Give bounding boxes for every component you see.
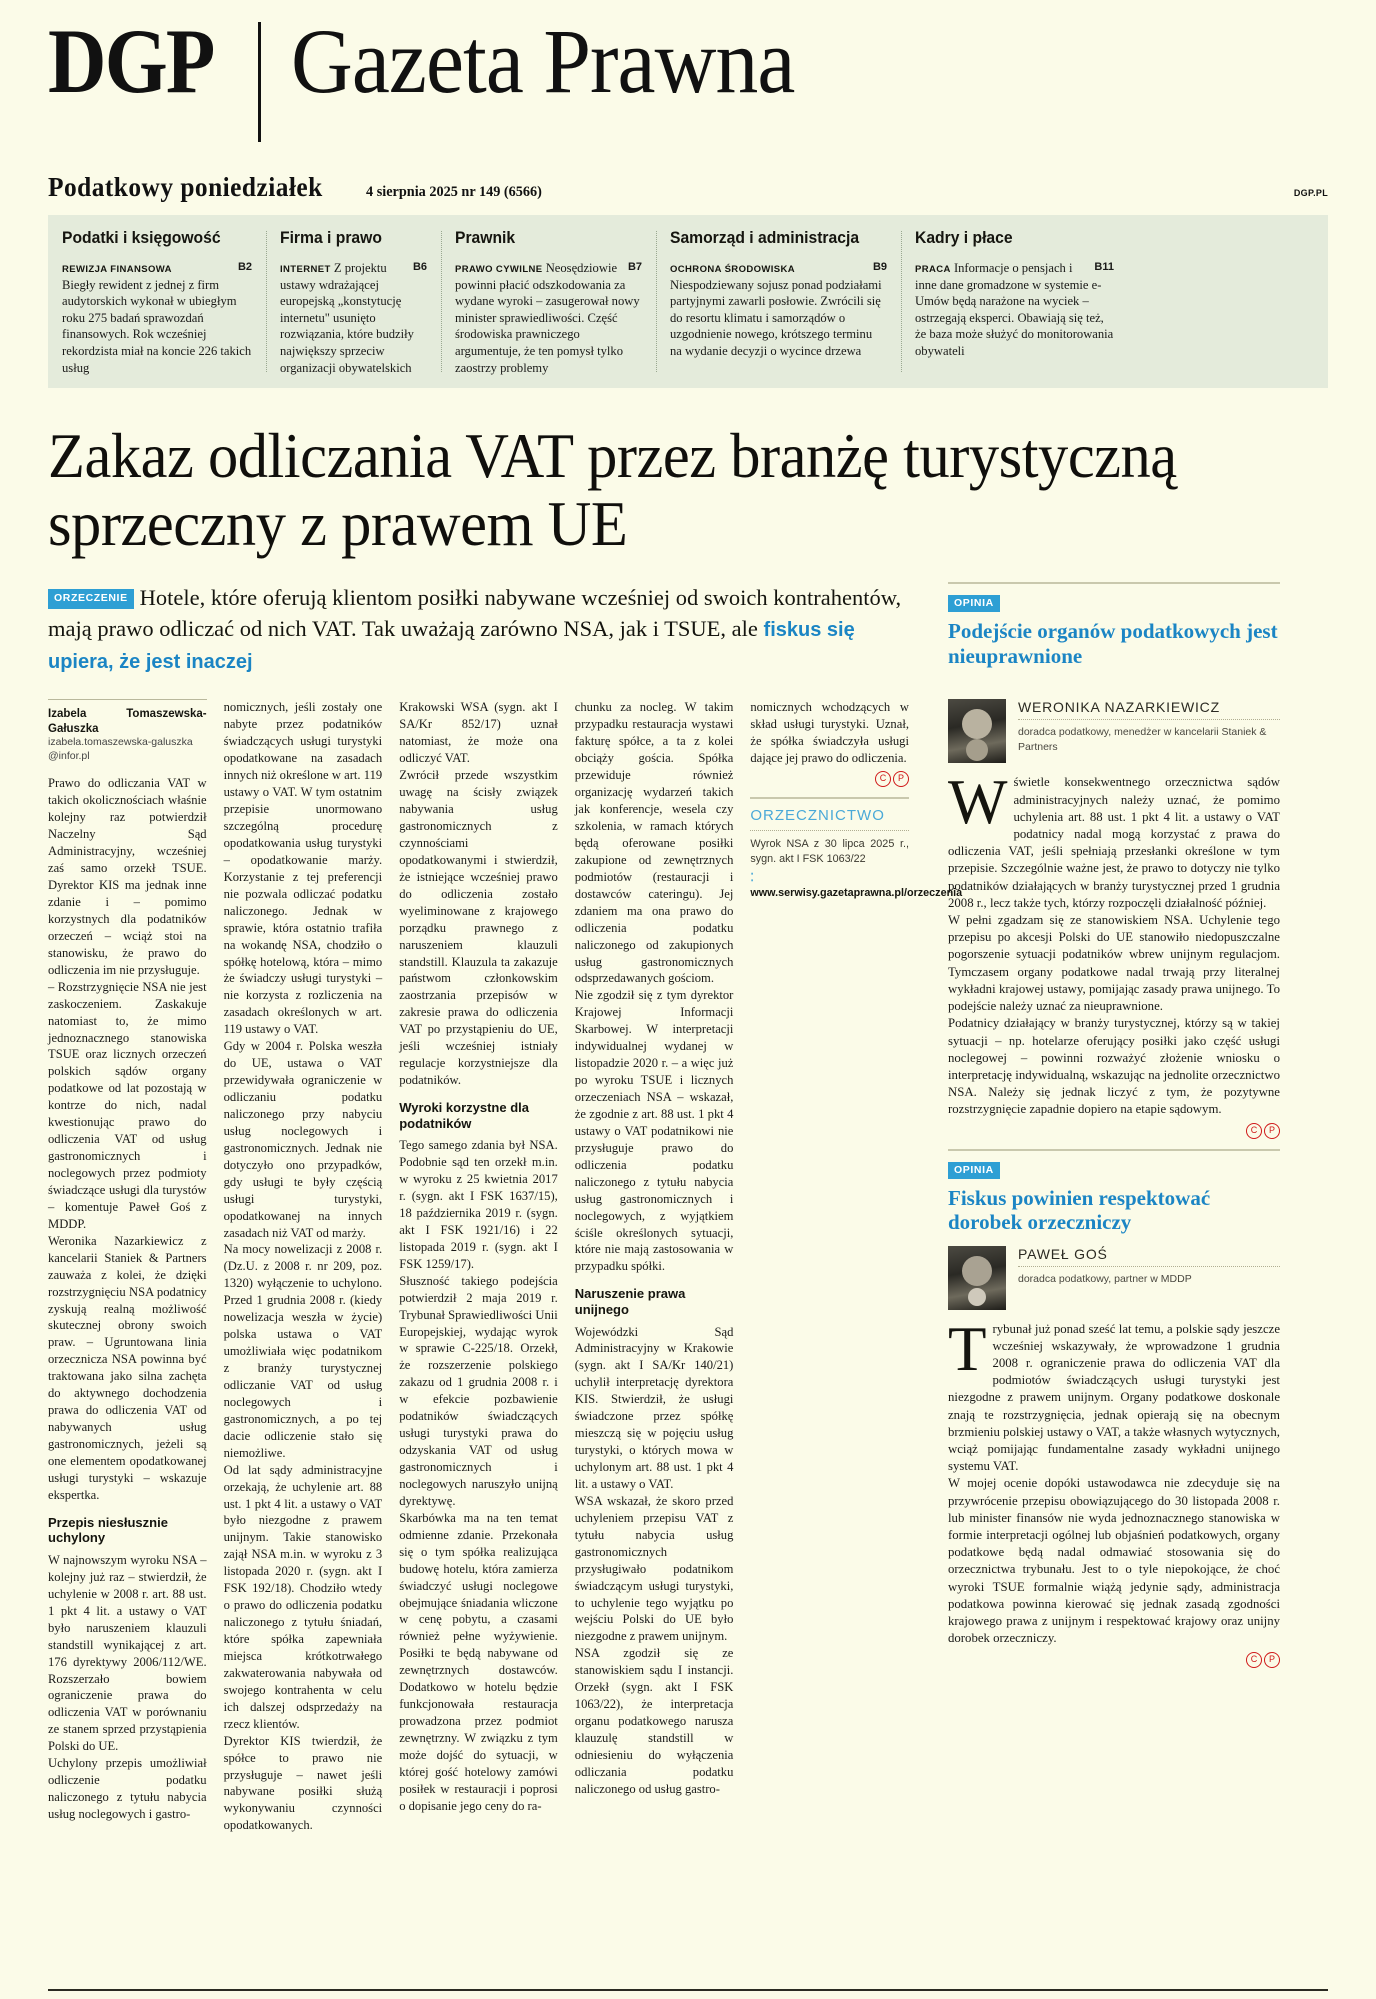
- paragraph: Wświetle konsekwentnego orzecznictwa sądów administracyjnych należy uznać, że pomimo uchylenia art. 88 ust. 1 pkt 4 lit. a ustawy o VAT podatnicy nadal mogą korzystać z prawa do odliczenia VAT, jeśli spełniają przesłanki określone w tym przepisie. Szczególnie ważne jest, że prawo to dotyczy nie tylko podatników działających w branży turystycznej przed 1 grudnia 2008 r., lecz także tych, którzy rozpoczęli działalność później.: [948, 767, 1280, 910]
- section-teaser-prawnik[interactable]: [441, 225, 656, 376]
- copyright-marks: [948, 1121, 1280, 1139]
- article-subheading: Wyroki korzystne dla podatników: [399, 1100, 529, 1131]
- edition-tagline: Podatkowy poniedziałek: [48, 172, 323, 202]
- orzeczenie-badge: ORZECZENIE: [48, 589, 134, 608]
- section-teaser-podatki[interactable]: [48, 225, 266, 376]
- paragraph: WSA wskazał, że skoro przed uchyleniem przepisu VAT z tytułu nabycia usług gastronomicznych przysługiwało podatnikom świadczącym usługi turystyki, to uchylenie tego wyjątku po wejściu Polski do UE było niezgodne z prawem unijnym.: [574, 1493, 734, 1644]
- section-title: Podatki i księgowość: [62, 229, 221, 247]
- section-title: Prawnik: [455, 229, 516, 247]
- copyright-c-icon: C: [1246, 1123, 1262, 1139]
- paragraph: Gdy w 2004 r. Polska weszła do UE, ustawa o VAT przewidywała ograniczenie w odliczaniu podatku naliczonego przy nabyciu usług noclegowych i gastronomicznych. Jednak nie dotyczyło ono przypadków, gdy usługi te były częścią usługi turystyki, opodatkowanej na innych zasadach niż VAT od marży.: [223, 1039, 383, 1240]
- paragraph: W najnowszym wyroku NSA – kolejny już raz – stwierdził, że uchylenie w 2008 r. art. 88 ust. 1 pkt 4 lit. a ustawy o VAT było naruszeniem klauzuli standstill wynikającej z art. 176 dyrektywy 2006/112/WE. Rozszerzało bowiem ograniczenie prawa do odliczenia VAT w porównaniu ze stanem sprzed przystąpienia Polski do UE.: [48, 1552, 207, 1754]
- section-text: Z projektu ustawy wdrażającej europejską „konstytucję internetu" usunięto rozwiązania, które budziły największy sprzeciw organizacji obywatelskich: [280, 261, 414, 375]
- opinion-title-2[interactable]: Fiskus powinien respektować dorobek orzeczniczy: [948, 1185, 1211, 1235]
- author-role: doradca podatkowy, menedżer w kancelarii Staniek & Partners: [1018, 726, 1267, 753]
- dateline: [48, 172, 1328, 211]
- paragraph: NSA zgodził się ze stanowiskiem sądu I instancji. Orzekł (sygn. akt I FSK 1063/22), że interpretacja organu podatkowego narusza klauzulę standstill w odniesieniu do wyłączenia odliczania podatku naliczonego od usług gastro-: [574, 1646, 734, 1796]
- author-name: PAWEŁ GOŚ: [1018, 1246, 1280, 1267]
- lead-text: Hotele, które oferują klientom posiłki nabywane wcześniej od swoich kontrahentów, mają prawo odliczać od nich VAT. Tak uważają zarówno NSA, jak i TSUE, ale: [48, 585, 902, 642]
- copyright-p-icon: P: [1264, 1652, 1280, 1668]
- section-teaser-kadry[interactable]: [901, 225, 1128, 376]
- main-headline: Zakaz odliczania VAT przez branżę turystyczną sprzeczny z prawem UE: [48, 421, 1177, 560]
- paragraph: nomicznych, jeśli zostały one nabyte przez podatników świadczących usługi turystyki opodatkowane na zasadach innych niż określone w art. 119 ustawy o VAT. W tym ostatnim przepisie unormowano szczególną procedurę opodatkowania usług turystyki – opodatkowanie marży. Korzystanie z tej preferencji nie pozwala odliczać podatku naliczonego. Jednak w sprawie, która ostatnio trafiła na wokandę NSA, chodziło o spółkę hotelową, która – mimo że świadczy usługi turystyki – nie korzysta z rozliczenia na zasadach określonych w art. 119 ustawy o VAT.: [223, 700, 383, 1037]
- copyright-p-icon: P: [1264, 1123, 1280, 1139]
- paragraph: W mojej ocenie dopóki ustawodawca nie zdecyduje się na przywrócenie przepisu obowiązującego do 30 listopada 2008 r. lub minister finansów nie wyda jednoznacznego stanowiska w formie interpretacji ogólnej lub objaśnień podatkowych, organy podatkowe będą nadal odmawiać stosowania się do orzecznictwa trybunału. Jest to o tyle niepokojące, że choć wyroki TSUE formalnie wiążą jedynie sądy, administracja podatkowa powinna kierować się jednak zasadą zgodności krajowego prawa z unijnym i respektować krajowy oraz unijny dorobek orzeczniczy.: [948, 1476, 1280, 1646]
- copyright-c-icon: C: [875, 771, 891, 787]
- author-role: doradca podatkowy, partner w MDDP: [1018, 1272, 1192, 1285]
- author-photo-pawel: [948, 1246, 1006, 1310]
- section-body: [280, 260, 427, 376]
- link-url: www.serwisy.gazetaprawna.pl/orzeczenia: [750, 886, 963, 899]
- opinion-rail-head: [926, 582, 1280, 679]
- section-page: B6: [412, 261, 427, 273]
- paragraph: Wojewódzki Sąd Administracyjny w Krakowie (sygn. akt I SA/Kr 140/21) uchylił interpretację dyrektora KIS. Stwierdził, że usługi świadczone przez spółkę mieszczą się w pojęciu usług turystyki, o których mowa w uchylonym art. 88 ust. 1 pkt 4 lit. a ustawy o VAT.: [574, 1324, 734, 1491]
- paragraph: Krakowski WSA (sygn. akt I SA/Kr 852/17) uznał natomiast, że może ona odliczyć VAT.: [399, 700, 558, 766]
- opinia-badge-1: OPINIA: [948, 595, 1000, 612]
- logo-title: Gazeta Prawna: [291, 10, 795, 112]
- logo-divider: [258, 22, 261, 142]
- section-text: Niespodziewany sojusz ponad podziałami partyjnymi zawarli posłowie. Zwrócili się do resortu klimatu i samorządów o uzgodnienie nowego, krótszego terminu na wydanie decyzji o wycince drzewa: [670, 277, 882, 359]
- opinion-title-1[interactable]: Podejście organów podatkowych jest nieuprawnione: [948, 619, 1278, 668]
- section-page: B2: [237, 261, 252, 273]
- paragraph: Trybunał już ponad sześć lat temu, a polskie sądy jeszcze wcześniej wskazywały, że wprowadzone 1 grudnia 2008 r. ograniczenie prawa do odliczenia VAT dla podmiotów świadczących usługi turystyki jest niezgodne z prawem unijnym. Organy podatkowe doskonale znają te rozstrzygnięcia, jednak opierają się na obecnym brzmieniu polskiej ustawy o VAT, a także własnych wytycznych, wciąż pomijając fundamentalne zasady wykładni unijnego systemu VAT.: [948, 1313, 1280, 1474]
- author-meta: [1006, 699, 1280, 753]
- opinion-text-2: [948, 1313, 1280, 1668]
- opinion-author-2: [948, 1246, 1280, 1310]
- author-name: Izabela Tomaszewska-Gałuszka: [48, 708, 207, 735]
- rail-divider: [948, 582, 1280, 584]
- section-teaser-samorzad[interactable]: [656, 225, 901, 376]
- opinion-author-1: [948, 699, 1280, 763]
- edition-date: 4 sierpnia 2025 nr 149 (6566): [366, 184, 543, 200]
- section-body: [915, 260, 1114, 360]
- masthead: [48, 0, 1328, 142]
- section-kicker: INTERNET: [280, 264, 331, 275]
- lead-accent-link[interactable]: fiskus się upiera, że jest inaczej: [48, 619, 855, 673]
- paragraph: Skarbówka ma na ten temat odmienne zdanie. Przekonała się o tym spółka realizująca budowę hotelu, która zamierza świadczyć usługi noclegowe obejmujące śniadania wliczone w cenę pobytu, a czasami również pełne wyżywienie. Posiłki te będą nabywane od zewnętrznych dostawców. Dodatkowo w hotelu będzie funkcjonowała restauracja prowadzona przez podmiot zewnętrzny. W związku z tym może dojść do sytuacji, w której gość hotelowy zamówi posiłek w restauracji i poprosi o dopisanie jego ceny do ra-: [399, 1510, 558, 1813]
- paragraph: Nie zgodził się z tym dyrektor Krajowej Informacji Skarbowej. W interpretacji indywidualnej wydanej w listopadzie 2020 r. – a więc już po wyroku TSUE i licznych orzeczeniach NSA – wskazał, że zgodnie z art. 88 ust. 1 pkt 4 ustawy o VAT podatnikowi nie przysługuje prawo do odliczenia podatku naliczonego z tytułu nabycia usług gastronomicznych i noclegowych, z wyjątkiem ściśle określonych sytuacji, które nie mają zastosowania w przypadku spółki.: [574, 988, 734, 1274]
- lead-column: [48, 582, 926, 679]
- paragraph: Podatnicy działający w branży turystycznej, którzy są w takiej sytuacji – np. hotelarze oferujący posiłki jako część usługi noclegowej – powinni rozważyć złożenie wniosku o interpretację indywidualną, wskazując na jednolite orzecznictwo NSA. Należy się jednak liczyć z tym, że pozytywne rozstrzygnięcie zapadnie dopiero na etapie sądowym.: [948, 1016, 1280, 1117]
- logo-abbreviation: DGP: [48, 10, 214, 112]
- rail-divider: [948, 1149, 1280, 1151]
- paragraph: chunku za nocleg. W takim przypadku restauracja wystawi fakturę spółce, a ta z kolei obciąży gościa. Spółka przewiduje również organizację wydarzeń takich jak konferencje, wesela czy szkolenia, w ramach których będą oferowane posiłki zakupione od zewnętrznych podmiotów (restauracji i dostawców cateringu). Jej zdaniem ma ona prawo do odliczenia podatku naliczonego od zakupionych usług gastronomicznych odsprzedawanych gościom.: [574, 700, 734, 986]
- article-subheading: Naruszenie prawa unijnego: [574, 1286, 686, 1317]
- paragraph: Zwrócił przede wszystkim uwagę na ścisły związek nabywania usług gastronomicznych z czynnościami opodatkowanymi i stwierdził, że istniejące wcześniej prawo do odliczenia zostało wyeliminowane z krajowego porządku prawnego z naruszeniem klauzuli standstill. Klauzula ta zakazuje państwom członkowskim zaostrzania przepisów w zakresie prawa do odliczenia VAT po przystąpieniu do UE, jeśli wcześniej istniały regulacje korzystniejsze dla podatników.: [399, 768, 558, 1088]
- section-title: Firma i prawo: [280, 229, 382, 247]
- paragraph: – Rozstrzygnięcie NSA nie jest zaskoczeniem. Zaskakuje natomiast to, że mimo jednoznacznego stanowiska TSUE oraz licznych orzeczeń polskich sądów organy podatkowe od lat pozostają w kontrze do nich, nadal kwestionując prawo do odliczenia VAT od usług gastronomicznych i noclegowych przez podmioty świadczące usługi dla turystów – komentuje Paweł Goś z MDDP.: [48, 979, 207, 1231]
- author-email[interactable]: izabela.tomaszewska-galuszka @infor.pl: [48, 736, 193, 762]
- link-bullet-icon: ⁚: [750, 871, 754, 884]
- orzecznictwo-citation: Wyrok NSA z 30 lipca 2025 r., sygn. akt I FSK 1063/22: [750, 838, 909, 866]
- section-text: Biegły rewident z jednej z firm audytorskich wykonał w ubiegłym roku 275 badań sprawozdań finansowych. Rok wcześniej rekordzista miał na koncie 226 takich usług: [62, 277, 252, 375]
- section-body: [670, 260, 887, 360]
- lead-paragraph: [48, 582, 918, 676]
- article-column-5: [750, 699, 963, 1834]
- section-page: B11: [1094, 261, 1114, 273]
- copyright-c-icon: C: [1246, 1652, 1262, 1668]
- section-kicker: PRACA: [915, 264, 951, 275]
- section-kicker: PRAWO CYWILNE: [455, 264, 543, 275]
- opinia-badge-2: OPINIA: [948, 1162, 1000, 1179]
- section-text: Neosędziowie powinni płacić odszkodowania za wydane wyroki – zasugerował nowy minister sprawiedliwości. Część środowiska prawniczego argumentuje, że ten pomysł tylko zaostrzy problemy: [455, 261, 640, 375]
- brand-url: DGP.PL: [1293, 188, 1328, 198]
- section-body: [455, 260, 642, 376]
- section-teaser-firma[interactable]: [266, 225, 441, 376]
- section-page: B9: [872, 261, 887, 273]
- page-bottom-rule: [48, 1989, 1328, 1991]
- section-page: B7: [627, 261, 642, 273]
- copyright-marks: [948, 1650, 1280, 1668]
- article-columns: [48, 699, 963, 1834]
- opinion-text-1: [948, 767, 1280, 1138]
- article-subheading: Przepis niesłusznie uchylony: [48, 1514, 168, 1546]
- article-column-1: [48, 699, 224, 1834]
- article-column-2: [224, 699, 400, 1834]
- paragraph: Od lat sądy administracyjne orzekają, że uchylenie art. 88 ust. 1 pkt 4 lit. a ustawy o VAT było niezgodne z prawem unijnym. Takie stanowisko zajął NSA m.in. w wyroku z 3 listopada 2020 r. (sygn. akt I FSK 192/18). Chodziło wtedy o prawo do odliczenia podatku naliczonego z tytułu śniadań, które spółka zapewniała miejsca krótkotrwałego zakwaterowania nabywała od swojego kontrahenta w celu ich dalszej odsprzedaży na rzecz klientów.: [223, 1462, 383, 1731]
- section-kicker: REWIZJA FINANSOWA: [62, 264, 172, 275]
- paragraph: Weronika Nazarkiewicz z kancelarii Staniek & Partners zauważa z kolei, że dzięki rozstrzygnięciu NSA podatnicy zyskują realną możliwość skutecznej obrony swoich praw. – Ugruntowana linia orzecznicza NSA powinna być traktowana jako silna zachęta do aktywnego dochodzenia prawa do odliczenia VAT od nabywanych usług gastronomicznych, jeżeli są one elementem opodatkowanej usługi turystyki – wskazuje ekspertka.: [48, 1233, 207, 1502]
- author-photo-weronika: [948, 699, 1006, 763]
- section-title: Kadry i płace: [915, 229, 1013, 247]
- copyright-marks: [750, 769, 909, 787]
- paragraph: Słuszność takiego podejścia potwierdził 2 maja 2019 r. Trybunał Sprawiedliwości Unii Europejskiej, wydając wyrok w sprawie C-225/18. Orzekł, że rozszerzenie polskiego zakazu od 1 grudnia 2008 r. i w efekcie pozbawienie podatników świadczących usługi turystyki prawa do odzyskania VAT od usług gastronomicznych i noclegowych naruszyło unijną dyrektywę.: [399, 1273, 558, 1508]
- section-body: [62, 260, 252, 376]
- byline-divider: [48, 699, 207, 700]
- article-body: [48, 699, 1328, 1834]
- section-teaser-strip: [48, 215, 1328, 388]
- orzecznictwo-box: [750, 797, 963, 901]
- author-name: WERONIKA NAZARKIEWICZ: [1018, 699, 1280, 720]
- section-title: Samorząd i administracja: [670, 229, 860, 247]
- orzecznictwo-title: ORZECZNICTWO: [750, 806, 909, 831]
- paragraph: Uchylony przepis umożliwiał odliczenie podatku naliczonego z tytułu nabycia usług noclegowych i gastro-: [48, 1756, 207, 1822]
- author-meta: [1006, 1246, 1280, 1286]
- paragraph: nomicznych wchodzących w skład usługi turystyki. Uznał, że spółka świadczyła usługi dające jej prawo do odliczenia.: [750, 700, 909, 766]
- article-column-3: [399, 699, 575, 1834]
- orzecznictwo-link[interactable]: [750, 871, 963, 901]
- lead-row: [48, 582, 1328, 679]
- paragraph: Prawo do odliczania VAT w takich okolicznościach właśnie kolejny raz potwierdził Naczelny Sąd Administracyjny, wcześniej zaś samo orzekł TSUE. Dyrektor KIS ma jednak inne zdanie i – pomimo korzystnych dla podatników orzeczeń – wciąż stoi na stanowisku, że prawo do odliczenia im nie przysługuje.: [48, 776, 207, 977]
- copyright-p-icon: P: [893, 771, 909, 787]
- section-text: Informacje o pensjach i inne dane gromadzone w systemie e-Umów będą narażone na wyciek – ostrzegają eksperci. Obawiają się też, że baza może służyć do monitorowania obywateli: [915, 261, 1114, 359]
- opinion-rail: [926, 699, 1280, 1834]
- paragraph: Tego samego zdania był NSA. Podobnie sąd ten orzekł m.in. w wyroku z 25 kwietnia 2017 r. (sygn. akt I FSK 1637/15), 18 października 2019 r. (sygn. akt I FSK 1921/16) i 22 listopada 2019 r. (sygn. akt I FSK 1259/17).: [399, 1138, 558, 1271]
- section-kicker: OCHRONA ŚRODOWISKA: [670, 264, 796, 275]
- paragraph: W pełni zgadzam się ze stanowiskiem NSA. Uchylenie tego przepisu po akcesji Polski do UE stanowiło niedopuszczalne pogorszenie sytuacji podatników wbrew unijnym regulacjom. Tymczasem organy podatkowe nadal trwają przy literalnej wykładni krajowej ustawy, pomijając zasady prawa unijnego. To podejście należy uznać za nieuprawnione.: [948, 913, 1280, 1014]
- paragraph: Dyrektor KIS twierdził, że spółce to prawo nie przysługuje – nawet jeśli nabywane posiłki służą wykonywaniu czynności opodatkowanych.: [223, 1733, 383, 1833]
- article-column-4: [574, 699, 754, 1834]
- paragraph: Na mocy nowelizacji z 2008 r. (Dz.U. z 2008 r. nr 209, poz. 1320) wyłączenie to uchylono. Przed 1 grudnia 2008 r. (kiedy nowelizacja weszła w życie) polska ustawa o VAT umożliwiała więc podatnikom z branży turystycznej odliczanie VAT od usług noclegowych i gastronomicznych, a po tej dacie odliczenie stało się niemożliwe.: [223, 1242, 383, 1460]
